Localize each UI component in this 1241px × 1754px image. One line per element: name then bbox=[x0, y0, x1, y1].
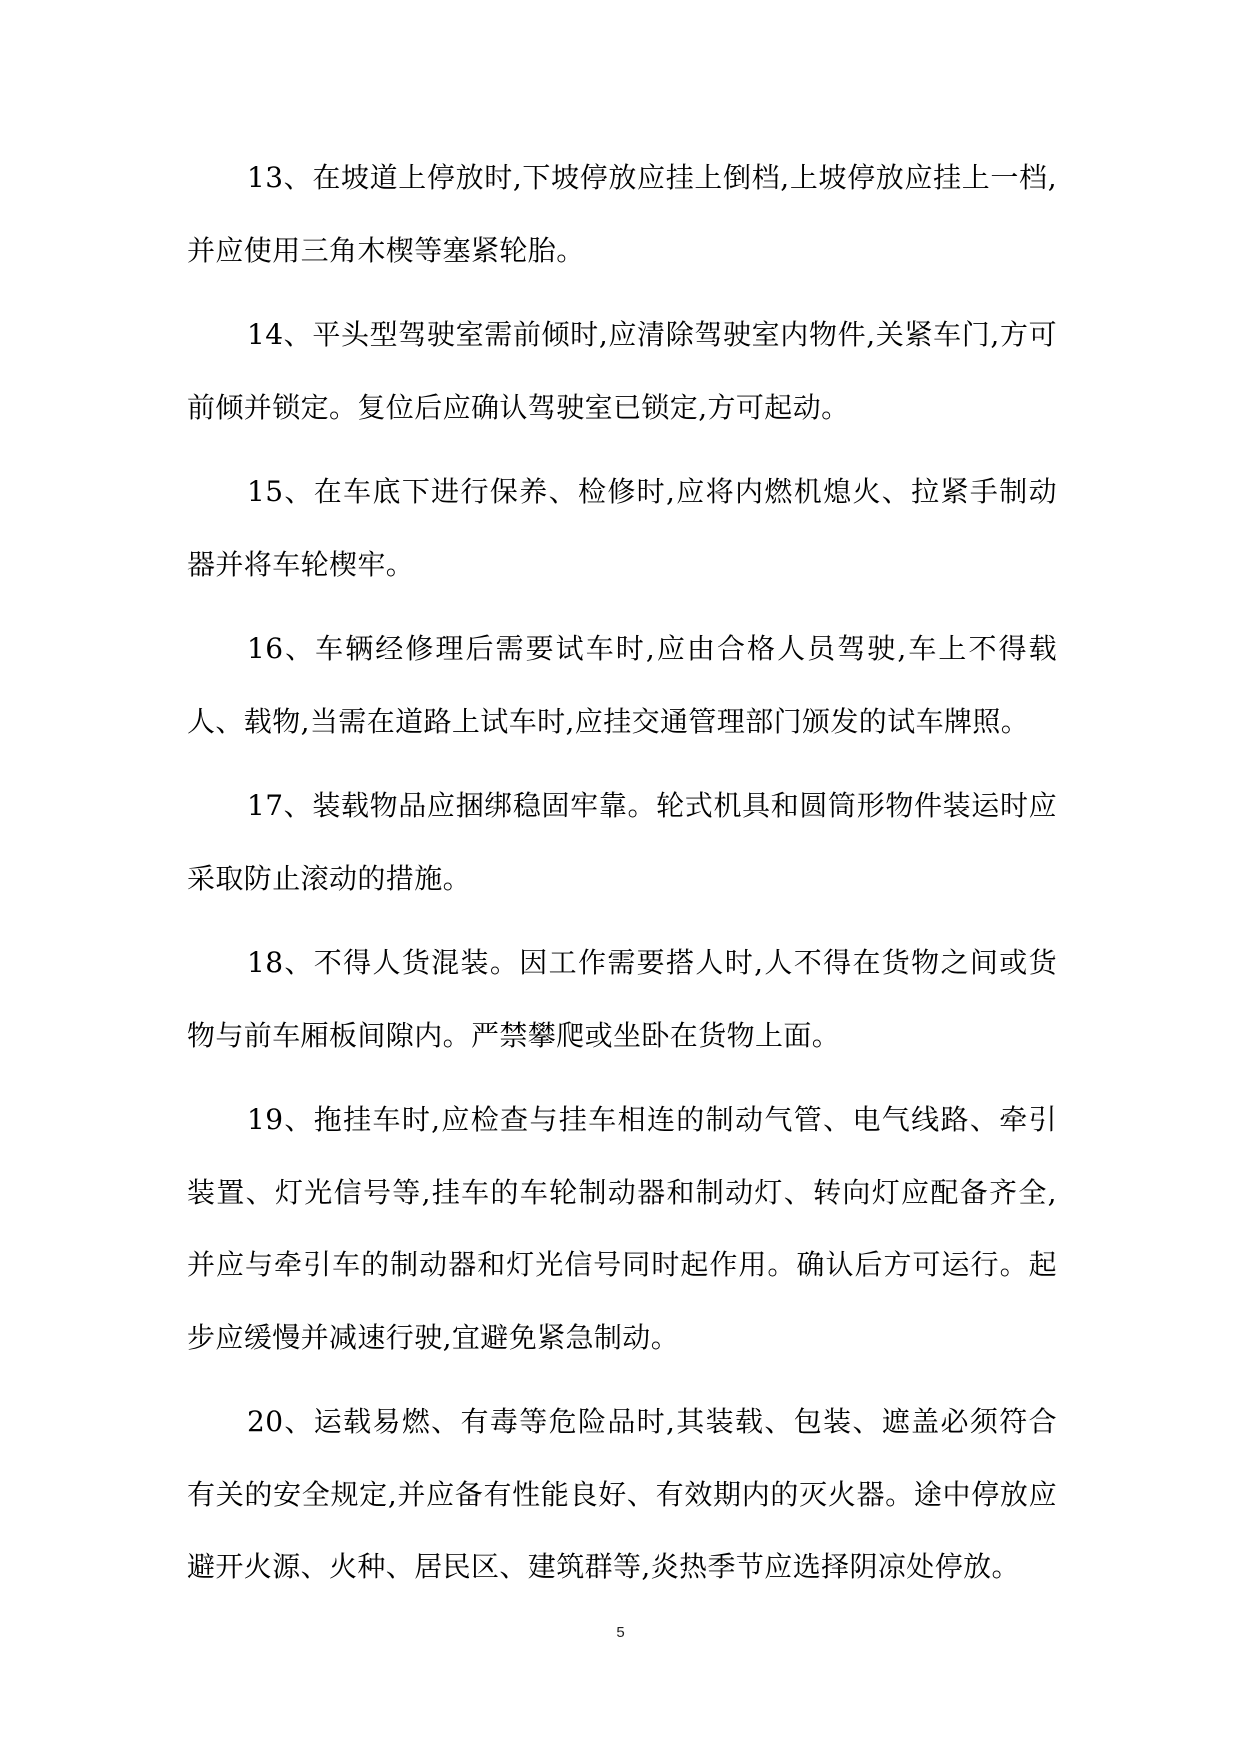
paragraph-13: 13、在坡道上停放时,下坡停放应挂上倒档,上坡停放应挂上一档,并应使用三角木楔等塞紧轮胎。 bbox=[187, 161, 1057, 267]
page-number: 5 bbox=[616, 1624, 625, 1641]
paragraph-15: 15、在车底下进行保养、检修时,应将内燃机熄火、拉紧手制动器并将车轮楔牢。 bbox=[187, 475, 1057, 581]
document-body bbox=[187, 142, 1057, 1616]
paragraph-18: 18、不得人货混装。因工作需要搭人时,人不得在货物之间或货物与前车厢板间隙内。严禁攀爬或坐卧在货物上面。 bbox=[187, 946, 1057, 1052]
paragraph-20: 20、运载易燃、有毒等危险品时,其装载、包装、遮盖必须符合有关的安全规定,并应备有性能良好、有效期内的灭火器。途中停放应避开火源、火种、居民区、建筑群等,炎热季节应选择阴凉处停放。 bbox=[187, 1405, 1057, 1583]
paragraph-17: 17、装载物品应捆绑稳固牢靠。轮式机具和圆筒形物件装运时应采取防止滚动的措施。 bbox=[187, 789, 1057, 895]
paragraph-19: 19、拖挂车时,应检查与挂车相连的制动气管、电气线路、牵引装置、灯光信号等,挂车的车轮制动器和制动灯、转向灯应配备齐全,并应与牵引车的制动器和灯光信号同时起作用。确认后方可运行。起步应缓慢并减速行驶,宜避免紧急制动。 bbox=[187, 1103, 1057, 1354]
paragraph-14: 14、平头型驾驶室需前倾时,应清除驾驶室内物件,关紧车门,方可前倾并锁定。复位后应确认驾驶室已锁定,方可起动。 bbox=[187, 318, 1057, 424]
paragraph-16: 16、车辆经修理后需要试车时,应由合格人员驾驶,车上不得载人、载物,当需在道路上试车时,应挂交通管理部门颁发的试车牌照。 bbox=[187, 632, 1057, 738]
